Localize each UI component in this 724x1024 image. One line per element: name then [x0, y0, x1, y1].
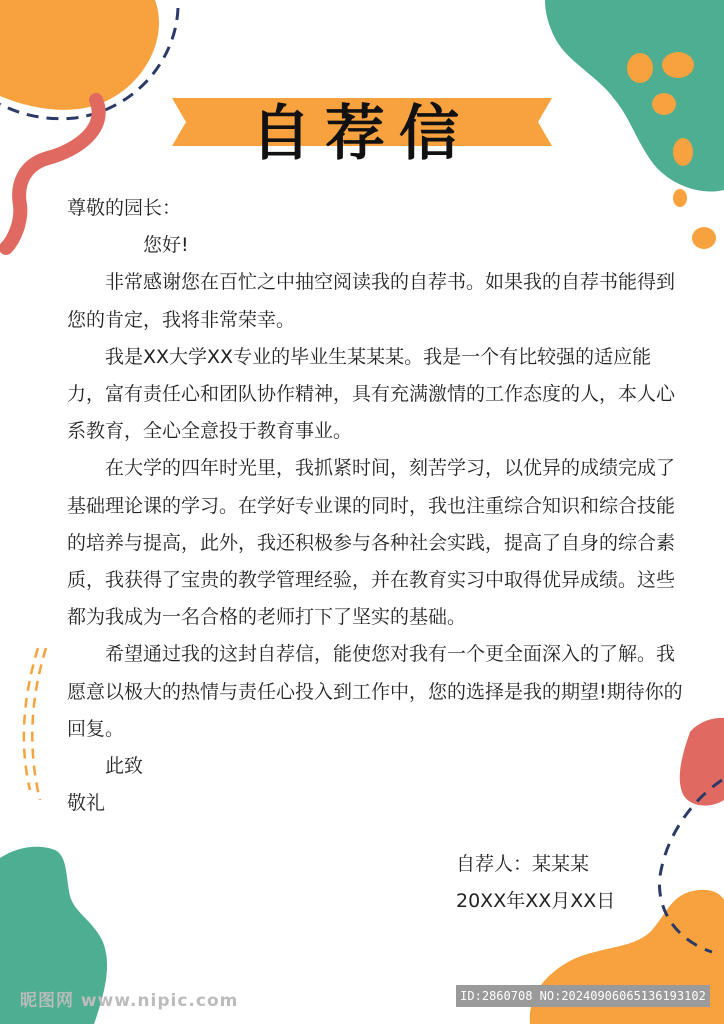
- signature-block: [456, 846, 615, 920]
- dashed-line-left: [24, 648, 38, 790]
- salutation: 尊敬的园长：: [67, 197, 182, 219]
- paragraph: 我是XX大学XX专业的毕业生某某某。我是一个有比较强的适应能力，富有责任心和团队协作精神，具有充满激情的工作态度的人，本人心系教育，全心全意投于教育事业。: [67, 345, 676, 443]
- paragraph: 非常感谢您在百忙之中抽空阅读我的自荐书。如果我的自荐书能得到您的肯定，我将非常荣幸。: [67, 271, 676, 331]
- letter-body: [67, 190, 687, 822]
- greeting: 您好!: [143, 234, 189, 257]
- paragraph: 在大学的四年时光里，我抓紧时间，刻苦学习，以优异的成绩完成了基础理论课的学习。在学好专业课的同时，我也注重综合知识和综合技能的培养与提高，此外，我还积极参与各种社会实践，提高了自身的综合素质，我获得了宝贵的教学管理经验，并在教育实习中取得优异成绩。这些都为我成为一名合格的老师打下了坚实的基础。: [67, 457, 676, 629]
- closing: 此致: [105, 755, 144, 778]
- orange-spot: [627, 53, 653, 83]
- signature: 自荐人：某某某: [456, 853, 590, 875]
- orange-spot: [662, 52, 694, 78]
- date: 20XX年XX月XX日: [456, 890, 616, 912]
- page-title: 自荐信: [251, 99, 473, 169]
- paragraph: 希望通过我的这封自荐信，能使您对我有一个更全面深入的了解。我愿意以极大的热情与责任心投入到工作中，您的选择是我的期望!期待你的回复。: [67, 643, 683, 740]
- id-watermark: ID:2860708 NO:20240906065136193102: [456, 985, 710, 1007]
- regards: 敬礼: [67, 792, 106, 815]
- dashed-line-left: [32, 648, 46, 800]
- orange-spot: [692, 227, 716, 249]
- site-watermark: 昵图网 www.nipic.com: [20, 991, 239, 1011]
